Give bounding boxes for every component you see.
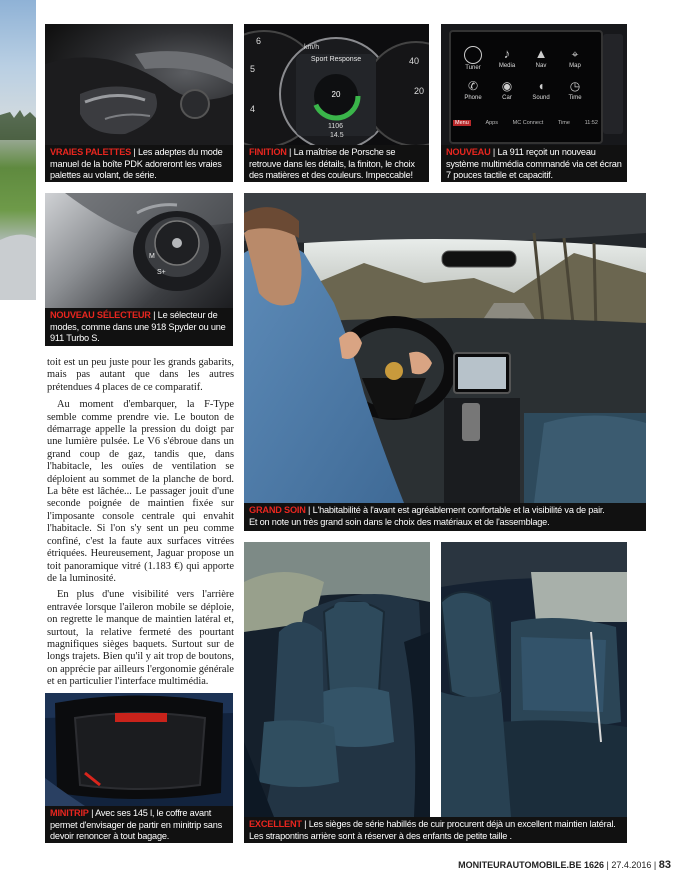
caption-finition: FINITION | La maîtrise de Porsche se retrouve dans les détails, la finiton, le choix des matières et des couleurs. Impeccable! — [244, 145, 429, 182]
screen-icon-label: Car — [502, 95, 512, 101]
page-number: 83 — [658, 859, 671, 871]
caption-text: Les sièges de série habillés de cuir procurent déjà un excellent maintien latéral. — [308, 819, 616, 829]
caption-text-line2: Et on note un très grand soin dans le choix des matériaux et de l'assemblage. — [249, 516, 550, 527]
screen-bottom-item[interactable]: Time — [557, 120, 570, 126]
navigation-arrow-icon: ▲ — [534, 46, 548, 61]
screen-icon-label: Nav — [535, 63, 547, 69]
caption-selecteur: NOUVEAU SÉLECTEUR | Le sélecteur de modes, comme dans une 918 Spyder ou une 911 Turbo S. — [45, 308, 233, 346]
paddle-scene — [45, 24, 233, 145]
svg-text:4: 4 — [250, 104, 256, 114]
screen-bottom-item[interactable]: Apps — [485, 120, 498, 126]
photo-cluster — [244, 24, 429, 145]
footer-date: 27.4.2016 — [611, 860, 652, 870]
article-paragraph: En plus d'une visibilité vers l'arrière entravée lorsque l'aileron mobile se déploie, on regrette le manque de maintien latéral et, surtout, la relative fermeté des pourtant magnifiques sièges baquets. Surtout sur de longs trajets. Bien qu'il y ait trop de boutons, on apprécie par ailleurs l'ergonomie générale et en particulier l'interface multimédia. — [47, 589, 234, 688]
phone-icon: ✆ — [467, 79, 479, 93]
caption-text: La 911 reçoit un nouveau système multimédia commandé via cet écran 7 pouces tactile et capacitif. — [446, 147, 622, 180]
screen-icon[interactable] — [456, 46, 490, 78]
left-edge-photo — [0, 0, 36, 300]
music-note-icon: ♪ — [503, 46, 511, 61]
cluster-mode: Sport Response — [310, 56, 362, 63]
photo-front-seats — [244, 542, 430, 817]
screen-icon[interactable] — [490, 78, 524, 110]
photo-rear-seats — [441, 542, 627, 817]
page-footer: MONITEURAUTOMOBILE.BE 1626 | 27.4.2016 | 83 — [458, 859, 671, 871]
caption-nouveau: NOUVEAU | La 911 reçoit un nouveau système multimédia commandé via cet écran 7 pouces tactile et capacitif. — [441, 145, 627, 182]
screen-icon[interactable] — [524, 46, 558, 78]
screen-icon[interactable] — [558, 78, 592, 110]
selector-mark-m: M — [149, 253, 155, 260]
caption-text: Le sélecteur de modes, comme dans une 918 Spyder ou une 911 Turbo S. — [50, 310, 226, 343]
radio-icon — [464, 46, 482, 64]
speaker-icon: ◖ — [537, 79, 545, 93]
cluster-odo: 1106 — [328, 123, 344, 130]
photo-screen — [441, 24, 627, 145]
caption-tag: NOUVEAU SÉLECTEUR — [50, 310, 151, 320]
caption-palettes: VRAIES PALETTES | Les adeptes du mode manuel de la boîte PDK adoreront les vraies palettes au volant, de série. — [45, 145, 233, 182]
photo-trunk — [45, 693, 233, 806]
caption-text: L'habitabilité à l'avant est agréablement confortable et la visibilité va de pair. — [312, 505, 605, 515]
svg-text:40: 40 — [409, 56, 420, 66]
rear-seats-scene — [441, 542, 627, 817]
driver-scene — [244, 193, 646, 503]
cluster-speed-unit: km/h — [304, 44, 320, 51]
caption-text-line2: Les strapontins arrière sont à réserver à des enfants de petite taille . — [249, 830, 512, 841]
caption-grand-soin: GRAND SOIN | L'habitabilité à l'avant est agréablement confortable et la visibilité va de pair. Et on note un très grand soin dans le choix des matériaux et de l'assemblage. — [244, 503, 646, 531]
screen-bottom-item: 11:52 — [584, 120, 598, 126]
caption-tag: VRAIES PALETTES — [50, 147, 132, 157]
article-paragraph: Au moment d'embarquer, la F-Type semble comme prendre vie. Le bouton de démarrage appelle la pression du doigt par une lumière pulsée. Le V6 s'ébroue dans un grand coup de gaz, tandis que, dans l'habitacle, les ouïes de ventilation se déploient au sommet de la planche de bord. La bête est lâchée... Le passager jouit d'une seconde poignée de maintien fixée sur l'imposante console centrale qui envahit l'habitacle. Si l'on s'y sent un peu comme confiné, c'est la faute aux surfaces vitrées étriquées. Heureusement, Jaguar propose un toit panoramique vitré (1.183 €) qui apporte de la luminosité. — [47, 399, 234, 584]
caption-text: Les adeptes du mode manuel de la boîte PDK adoreront les vraies palettes au volant, de série. — [50, 147, 223, 180]
cluster-trip: 14.5 — [330, 132, 344, 139]
screen-icon-label: Sound — [532, 95, 550, 101]
caption-tag: NOUVEAU — [446, 147, 491, 157]
caption-excellent: EXCELLENT | Les sièges de série habillés de cuir procurent déjà un excellent maintien latéral. Les strapontins arrière sont à réserver à des enfants de petite taille . — [244, 817, 627, 843]
screen-icon-label: Tuner — [465, 65, 481, 71]
car-icon: ◉ — [501, 79, 513, 93]
svg-text:5: 5 — [250, 64, 256, 74]
map-icon: ⌖ — [571, 47, 579, 61]
front-seats-scene — [244, 542, 430, 817]
caption-tag: EXCELLENT — [249, 819, 302, 829]
screen-grid — [456, 46, 592, 110]
svg-text:6: 6 — [256, 36, 262, 46]
screen-icon[interactable] — [490, 46, 524, 78]
svg-text:20: 20 — [414, 86, 425, 96]
footer-magazine: MONITEURAUTOMOBILE.BE 1626 — [458, 860, 604, 870]
caption-tag: MINITRIP — [50, 808, 89, 818]
article-paragraph: toit est un peu juste pour les grands gabarits, mais pas autant que dans les autres prétendues 4 places de ce comparatif. — [47, 357, 234, 393]
screen-icon-label: Media — [498, 63, 516, 69]
caption-text: Avec ses 145 l, le coffre avant permet d'envisager de partir en minitrip sans devoir renoncer à tout bagage. — [50, 808, 222, 841]
caption-tag: GRAND SOIN — [249, 505, 306, 515]
selector-scene — [45, 193, 233, 308]
screen-icon[interactable] — [558, 46, 592, 78]
photo-driver — [244, 193, 646, 503]
trunk-scene — [45, 693, 233, 806]
caption-minitrip: MINITRIP | Avec ses 145 l, le coffre avant permet d'envisager de partir en minitrip sans devoir renoncer à tout bagage. — [45, 806, 233, 843]
screen-icon-label: Map — [569, 63, 581, 69]
screen-bottom-item[interactable]: Menu — [455, 120, 469, 126]
screen-icon[interactable] — [456, 78, 490, 110]
caption-tag: FINITION — [249, 147, 287, 157]
screen-icon[interactable] — [524, 78, 558, 110]
caption-text: La maîtrise de Porsche se retrouve dans les détails, la finiton, le choix des matières et des couleurs. Impeccable! — [249, 147, 415, 180]
screen-icon-label: Time — [568, 95, 582, 101]
screen-side-buttons — [603, 34, 623, 134]
clock-icon: ◷ — [569, 79, 581, 93]
selector-mark-splus: S+ — [157, 269, 166, 276]
screen-bottom-item[interactable]: MC Connect — [512, 120, 544, 126]
cluster-value: 20 — [331, 90, 341, 99]
screen-icon-label: Phone — [464, 95, 482, 101]
screen-bottom-bar — [453, 120, 598, 126]
left-edge-scene — [0, 0, 36, 300]
photo-paddles — [45, 24, 233, 145]
article-body — [47, 357, 234, 689]
photo-selector — [45, 193, 233, 308]
